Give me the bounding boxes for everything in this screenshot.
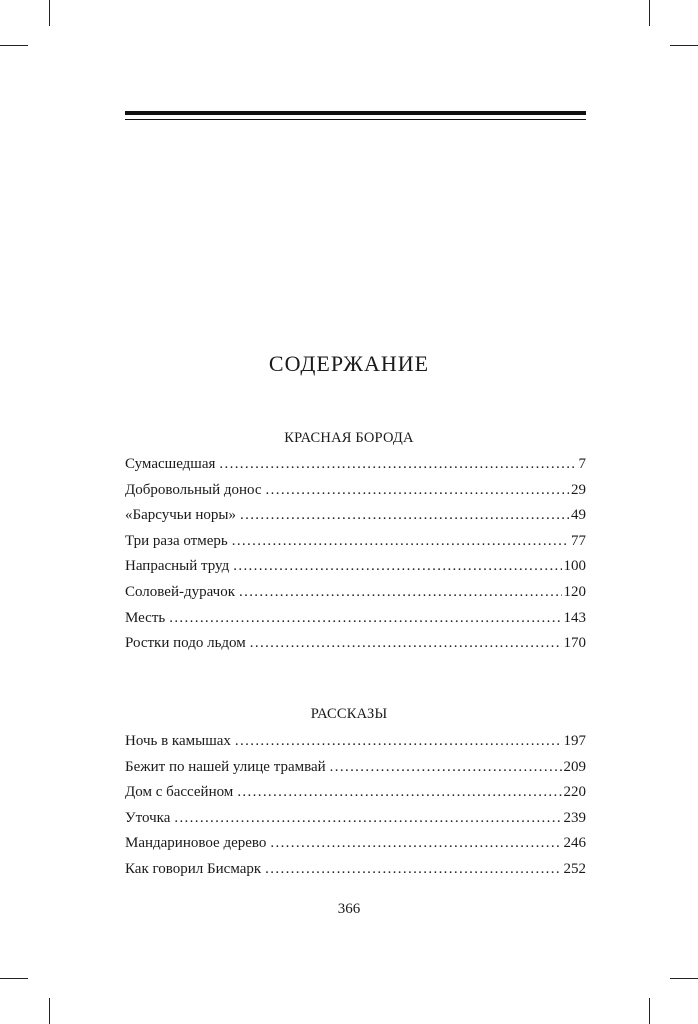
entry-title: Мандариновое дерево <box>125 835 267 852</box>
dot-leader <box>239 580 562 606</box>
toc-entry[interactable] <box>125 580 586 606</box>
toc-entry[interactable] <box>125 631 586 657</box>
page-number: 366 <box>337 901 361 917</box>
page-title: СОДЕРЖАНИЕ <box>268 351 430 376</box>
entry-title: Дом с бассейном <box>125 784 234 801</box>
dot-leader <box>174 806 561 832</box>
entry-title: Ночь в камышах <box>125 733 231 749</box>
toc-entry[interactable] <box>125 806 586 832</box>
header-rule-thick <box>125 111 586 115</box>
toc-entry[interactable] <box>125 452 586 478</box>
entry-page: 209 <box>563 758 586 775</box>
entry-title: Уточка <box>125 809 171 826</box>
toc-entry[interactable] <box>125 780 586 806</box>
entry-page: 77 <box>571 532 586 549</box>
dot-leader <box>169 606 561 632</box>
entry-page: 7 <box>578 456 586 472</box>
toc-entry[interactable] <box>125 755 586 781</box>
entry-title: Как говорил Бисмарк <box>125 860 262 877</box>
toc-entry[interactable] <box>125 606 586 632</box>
dot-leader <box>240 503 569 529</box>
entry-page: 143 <box>563 609 586 626</box>
entry-page: 239 <box>563 809 586 826</box>
entry-page: 49 <box>571 507 586 524</box>
dot-leader <box>265 857 561 883</box>
toc-entry[interactable] <box>125 529 586 555</box>
crop-mark-left-top <box>0 45 28 46</box>
entry-title: Ростки подо льдом <box>125 635 246 652</box>
toc-entry[interactable] <box>125 554 586 580</box>
entry-title: Месть <box>125 609 166 626</box>
header-rule-thin <box>125 119 586 120</box>
crop-mark-right-bottom <box>670 978 698 979</box>
entry-title: Сумасшедшая <box>125 456 216 472</box>
crop-mark-top-right <box>649 0 650 26</box>
crop-mark-left-bottom <box>0 978 28 979</box>
dot-leader <box>330 755 562 781</box>
dot-leader <box>270 831 561 857</box>
entry-title: Три раза отмерь <box>125 532 228 549</box>
crop-mark-top-left <box>49 0 50 26</box>
dot-leader <box>237 780 561 806</box>
entry-page: 100 <box>563 558 586 575</box>
dot-leader <box>219 452 576 478</box>
entry-page: 220 <box>563 784 586 801</box>
toc-entry[interactable] <box>125 478 586 504</box>
entry-title: Напрасный труд <box>125 558 230 575</box>
entry-title: Соловей-дурачок <box>125 583 235 600</box>
entry-title: Бежит по нашей улице трамвай <box>125 758 326 775</box>
section-heading: РАССКАЗЫ <box>310 706 388 722</box>
toc-entry[interactable] <box>125 503 586 529</box>
crop-mark-bottom-left <box>49 998 50 1024</box>
dot-leader <box>250 631 562 657</box>
crop-mark-right-top <box>670 45 698 46</box>
entry-title: Добровольный донос <box>125 481 262 498</box>
dot-leader <box>232 529 569 555</box>
toc-list <box>125 729 586 883</box>
dot-leader <box>233 554 561 580</box>
toc-entry[interactable] <box>125 831 586 857</box>
entry-page: 29 <box>571 481 586 498</box>
dot-leader <box>235 729 562 755</box>
section-heading: КРАСНАЯ БОРОДА <box>284 430 414 446</box>
entry-page: 170 <box>563 635 586 652</box>
entry-page: 252 <box>563 860 586 877</box>
crop-mark-bottom-right <box>649 998 650 1024</box>
entry-page: 120 <box>563 583 586 600</box>
entry-page: 246 <box>563 835 586 852</box>
dot-leader <box>266 478 569 504</box>
toc-entry[interactable] <box>125 857 586 883</box>
entry-page: 197 <box>563 733 586 749</box>
toc-entry[interactable] <box>125 729 586 755</box>
toc-list <box>125 452 586 657</box>
entry-title: «Барсучьи норы» <box>125 507 236 524</box>
